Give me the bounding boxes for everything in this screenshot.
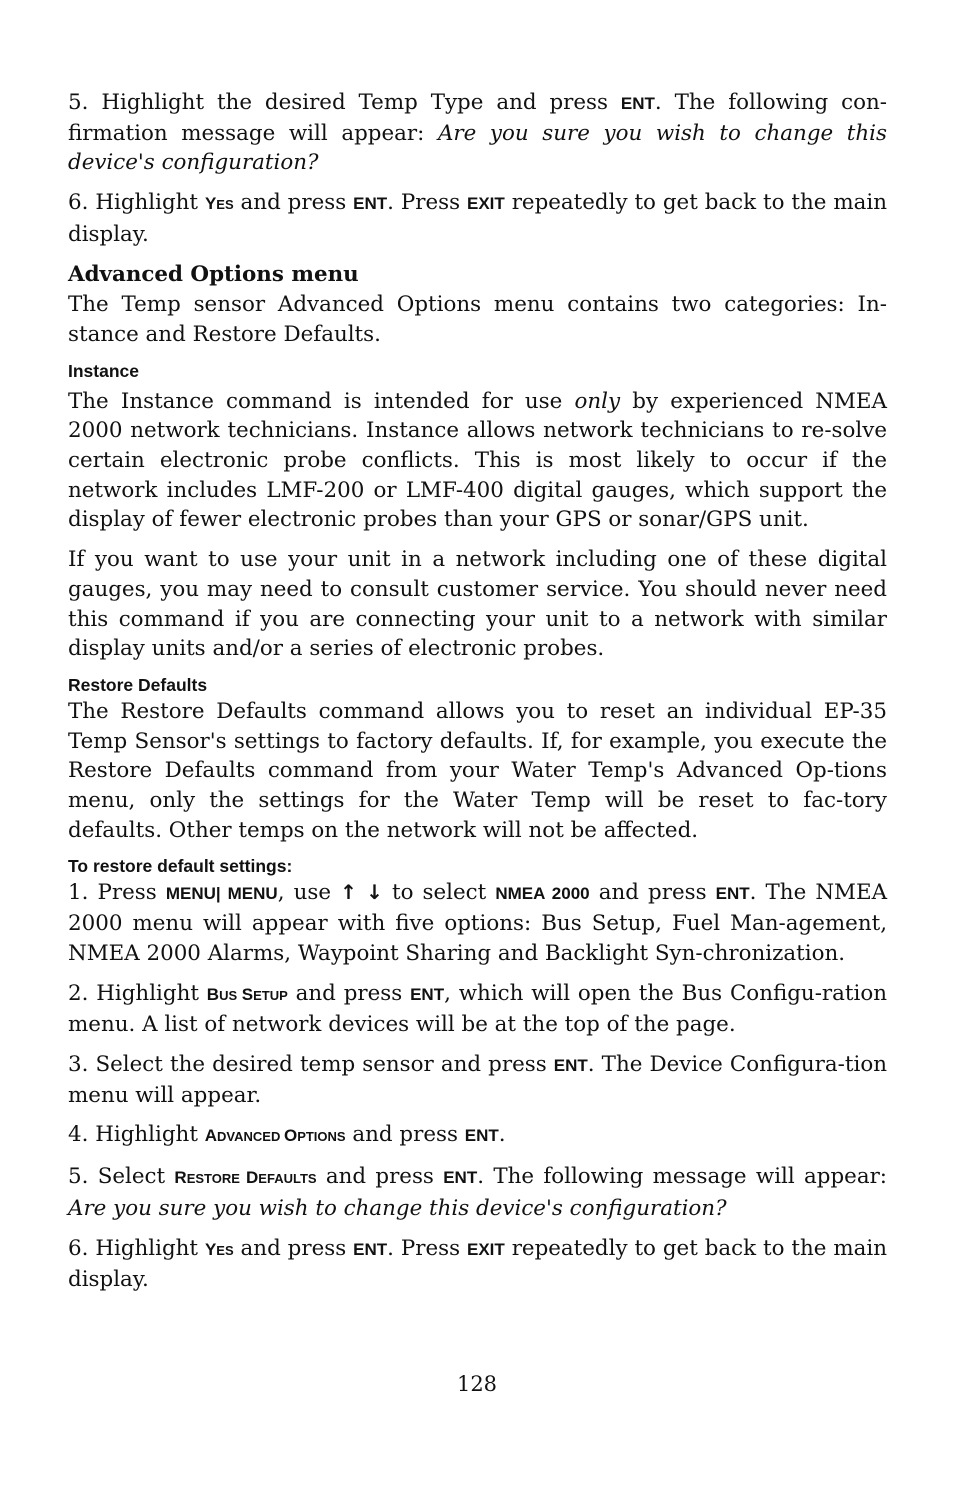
restore-step-5: 5. Select RESTORE DEFAULTS and press ENT. The following message will appear: Are you sure you wish to change this device's configuration? (68, 1164, 887, 1221)
ent-key: ENT (353, 1239, 388, 1259)
ent-key: ENT (464, 1126, 499, 1146)
ent-key: ENT (353, 194, 388, 214)
ent-key: ENT (553, 1055, 588, 1075)
restore-step-6: 6. Highlight YES and press ENT. Press EXIT repeatedly to get back to the main display. (68, 1235, 887, 1293)
ent-key: ENT (620, 94, 655, 113)
up-down-arrow-icon: ↑ ↓ (340, 880, 383, 905)
yes-option: YES (204, 194, 234, 214)
instance-heading: Instance (68, 360, 139, 381)
advanced-options-option: ADVANCED OPTIONS (204, 1126, 346, 1146)
menu-key: MENU| MENU (165, 884, 278, 904)
restore-steps-heading: To restore default settings: (68, 856, 293, 877)
instance-paragraph-2: If you want to use your unit in a network including one of these digital gauges, you may need to consult customer service. You should never need this command if you are connecting your unit to a network with similar display units and/or a series of electronic probes. (68, 547, 887, 662)
yes-option: YES (204, 1239, 234, 1259)
ent-key: ENT (715, 884, 750, 904)
restore-step-1: 1. Press MENU| MENU, use ↑ ↓ to select NMEA 2000 and press ENT. The NMEA 2000 menu will appear with five options: Bus Setup, Fuel Man-agement, NMEA 2000 Alarms, Waypoint Sharing and Backlight Syn-chronization. (68, 880, 888, 966)
nmea-2000-menu-label: NMEA 2000 (495, 884, 590, 904)
advanced-options-heading: Advanced Options menu (68, 261, 359, 287)
step-5-paragraph: 5. Highlight the desired Temp Type and press ENT. The following con-firmation message will appear: Are you sure you wish to change this device's configuration? (68, 90, 887, 176)
confirmation-message: Are you sure you wish to change this device's configuration? (68, 120, 887, 176)
page-content (68, 88, 887, 1305)
exit-key: EXIT (466, 1239, 505, 1259)
restore-step-2: 2. Highlight BUS SETUP and press ENT, which will open the Bus Configu-ration menu. A list of network devices will be at the top of the page. (68, 980, 888, 1038)
ent-key: ENT (410, 984, 445, 1004)
restore-step-3: 3. Select the desired temp sensor and press ENT. The Device Configura-tion menu will appear. (68, 1051, 887, 1108)
ent-key: ENT (443, 1168, 478, 1188)
page-number: 128 (456, 1372, 498, 1396)
restore-defaults-option: RESTORE DEFAULTS (174, 1168, 317, 1188)
exit-key: EXIT (466, 194, 505, 214)
bus-setup-option: BUS SETUP (206, 984, 288, 1004)
confirmation-message: Are you sure you wish to change this device's configuration? (68, 1195, 727, 1221)
advanced-options-text: The Temp sensor Advanced Options menu contains two categories: In-stance and Restore Defaults. (68, 292, 887, 347)
restore-defaults-text: The Restore Defaults command allows you to reset an individual EP-35 Temp Sensor's settings to factory defaults. If, for example, you execute the Restore Defaults command from your Water Temp's Advanced Op-tions menu, only the settings for the Water Temp will be reset to fac-tory defaults. Other temps on the network will not be affected. (68, 698, 887, 843)
instance-paragraph-1: The Instance command is intended for use only by experienced NMEA 2000 network technicians. Instance allows network technicians to re-solve certain electronic probe conflicts. This is most likely to occur if the network includes LMF-200 or LMF-400 digital gauges, which support the display of fewer electronic probes than your GPS or sonar/GPS unit. (68, 388, 887, 533)
restore-defaults-heading: Restore Defaults (68, 674, 208, 695)
restore-step-4: 4. Highlight ADVANCED OPTIONS and press ENT. (68, 1122, 506, 1148)
step-6-paragraph: 6. Highlight YES and press ENT. Press EXIT repeatedly to get back to the main display. (68, 190, 887, 247)
